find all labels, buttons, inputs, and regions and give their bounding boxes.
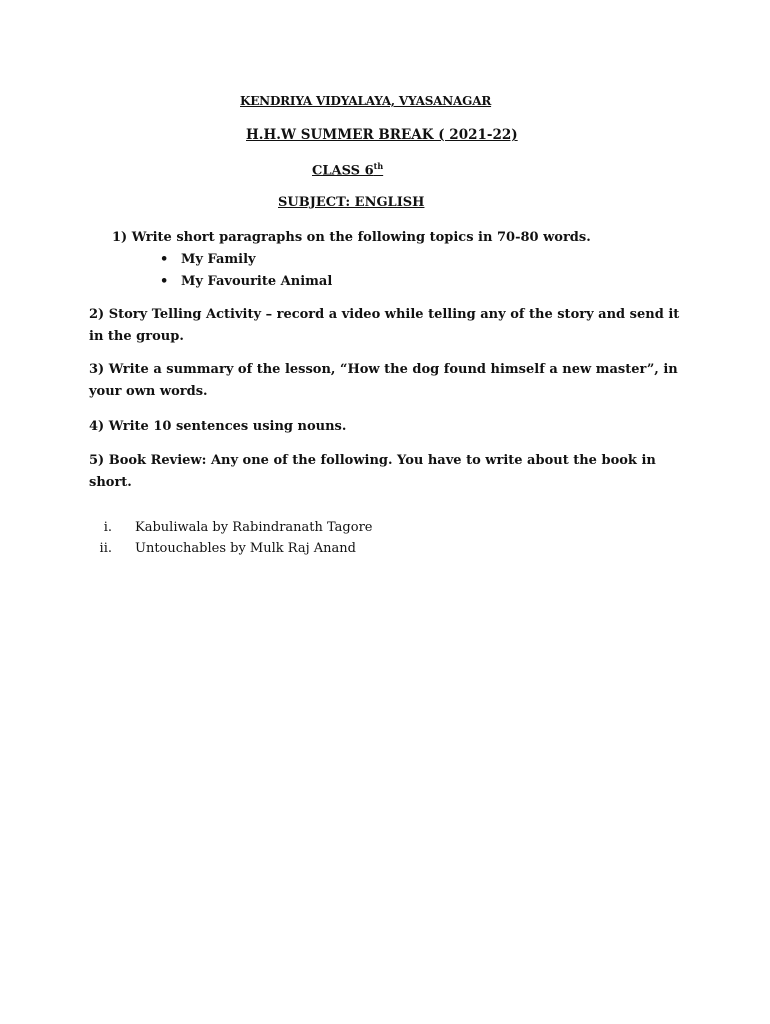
task-1: 1) Write short paragraphs on the following topics in 70-80 words. [112,230,591,245]
book-list [88,517,373,559]
topic-item [160,271,332,293]
bullet-icon: • [160,274,169,289]
book-number: i. [103,520,112,535]
school-name: KENDRIYA VIDYALAYA, VYASANAGAR [240,94,492,108]
task-3: 3) Write a summary of the lesson, “How the dog found himself a new master”, in your own words. [89,362,678,399]
task-2: 2) Story Telling Activity – record a video while telling any of the story and send it in the group. [89,307,680,344]
topic-list [160,249,332,293]
book-title: Kabuliwala by Rabindranath Tagore [135,520,373,535]
assignment-title: H.H.W SUMMER BREAK ( 2021-22) [246,127,518,143]
class-superscript: th [373,161,384,171]
class-label: CLASS 6 [312,163,374,179]
book-item [88,517,373,538]
task-4: 4) Write 10 sentences using nouns. [89,419,347,434]
bullet-icon: • [160,252,169,267]
class-heading [312,161,383,178]
book-number: ii. [99,541,112,556]
subject-heading: SUBJECT: ENGLISH [278,195,425,210]
topic-text: My Family [181,252,256,267]
task-5: 5) Book Review: Any one of the following. You have to write about the book in short. [89,453,656,490]
book-title: Untouchables by Mulk Raj Anand [135,541,356,556]
topic-item [160,249,332,271]
topic-text: My Favourite Animal [181,274,333,289]
book-item [88,538,373,559]
